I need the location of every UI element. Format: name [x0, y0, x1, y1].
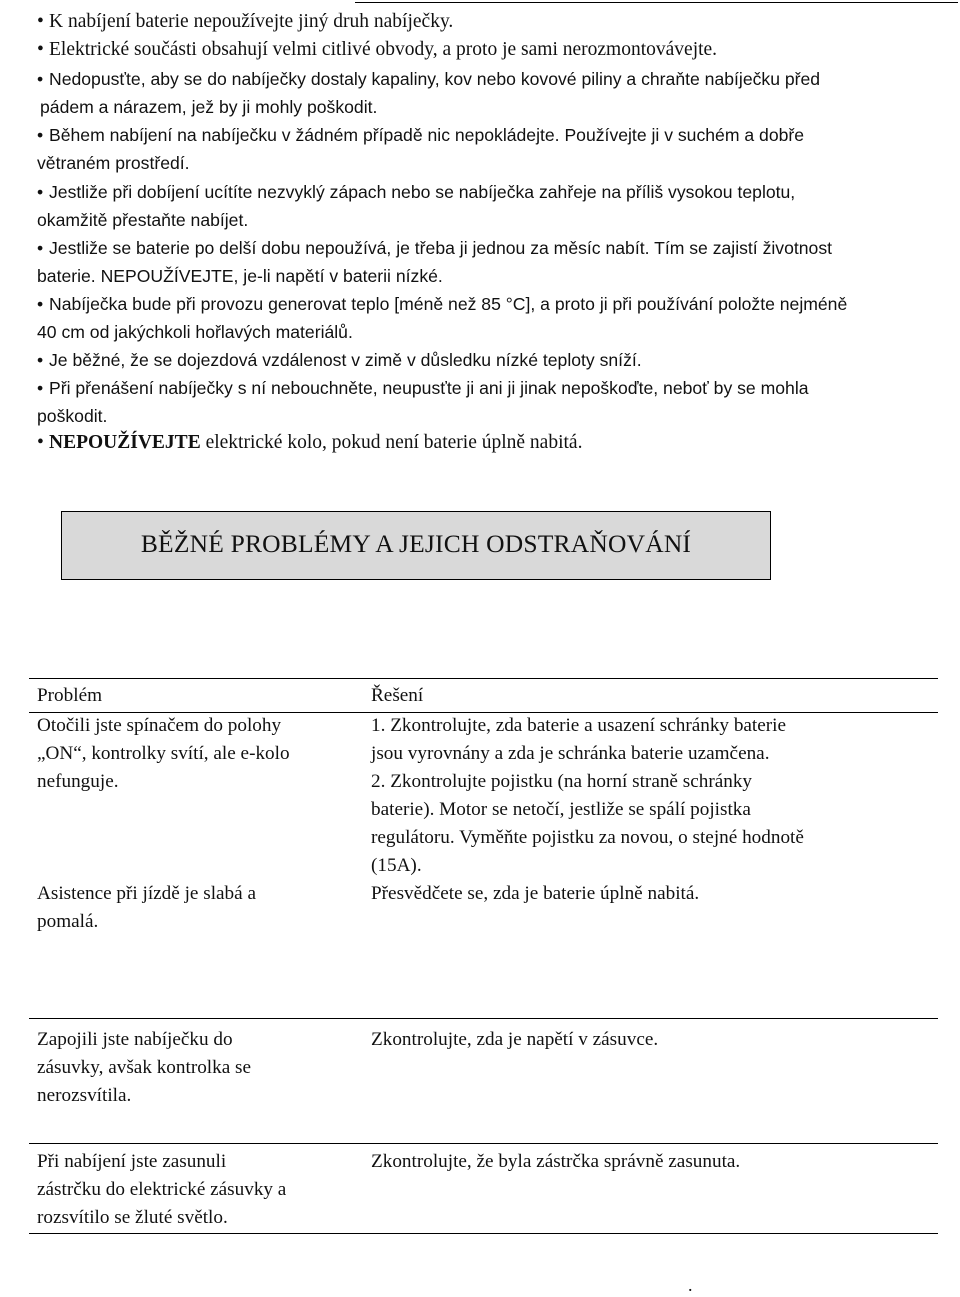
bullet-dot: •: [37, 350, 44, 370]
bullet-item: • Je běžné, že se dojezdová vzdálenost v zimě v důsledku nízké teploty sníží.: [37, 346, 952, 374]
table-rule: [29, 1143, 938, 1144]
bullet-item: • Nabíječka bude při provozu generovat teplo [méně než 85 °C], a proto ji při používání položte nejméně 40 cm od jakýchkoli hořlavých materiálů.: [37, 290, 952, 346]
table-row-solution: 1. Zkontrolujte, zda baterie a usazení schránky baterie jsou vyrovnány a zda je schránka baterie uzamčena. 2. Zkontrolujte pojistku (na horní straně schránky baterie). Motor se netočí, jestliže se spálí pojistka regulátoru. Vyměňte pojistku za novou, o stejné hodnotě (15A).: [371, 715, 804, 876]
footer-mark: .: [688, 1275, 693, 1295]
header-solution: Řešení: [371, 685, 424, 706]
table-row-solution: Přesvědčete se, zda je baterie úplně nabitá.: [371, 883, 700, 904]
table-row-solution: Zkontrolujte, že byla zástrčka správně zasunuta.: [371, 1151, 741, 1172]
table-row-problem: Otočili jste spínačem do polohy „ON“, kontrolky svítí, ale e-kolo nefunguje.: [37, 715, 290, 792]
bullet-dot: •: [37, 11, 44, 32]
bullet-dot: •: [37, 378, 44, 398]
bullet-item: • Během nabíjení na nabíječku v žádném případě nic nepokládejte. Používejte ji v suchém a dobře větraném prostředí.: [37, 121, 952, 177]
section-heading-box: [61, 511, 771, 580]
table-row-problem: Zapojili jste nabíječku do zásuvky, avšak kontrolka se nerozsvítila.: [37, 1029, 252, 1106]
troubleshooting-table: [29, 678, 938, 1234]
top-rule: [355, 2, 958, 3]
bullet-item: • Elektrické součásti obsahují velmi citlivé obvody, a proto je sami nerozmontovávejte.: [37, 36, 952, 64]
bullet-item: • Jestliže se baterie po delší dobu nepoužívá, je třeba ji jednou za měsíc nabít. Tím se zajistí životnost baterie. NEPOUŽÍVEJTE, je-li napětí v baterii nízké.: [37, 234, 952, 290]
table-rule: [29, 1233, 938, 1234]
table-rule: [29, 1018, 938, 1019]
bullet-dot: •: [37, 182, 44, 202]
bullet-item: • Jestliže při dobíjení ucítíte nezvyklý zápach nebo se nabíječka zahřeje na příliš vysokou teplotu, okamžitě přestaňte nabíjet.: [37, 178, 952, 234]
bullet-dot: •: [37, 69, 44, 89]
bullet-item: • K nabíjení baterie nepoužívejte jiný druh nabíječky.: [37, 8, 952, 36]
bullet-dot: •: [37, 294, 44, 314]
bullet-dot: •: [37, 39, 44, 60]
bullet-item: • Nedopusťte, aby se do nabíječky dostaly kapaliny, kov nebo kovové piliny a chraňte nabíječku před pádem a nárazem, jež by ji mohly poškodit.: [37, 65, 952, 121]
table-rule: [29, 678, 938, 679]
bold-warning: NEPOUŽÍVEJTE: [49, 432, 201, 453]
bullet-item: • NEPOUŽÍVEJTE elektrické kolo, pokud není baterie úplně nabitá.: [37, 429, 952, 457]
section-heading: BĚŽNÉ PROBLÉMY A JEJICH ODSTRAŇOVÁNÍ: [140, 529, 692, 558]
table-row-problem: Při nabíjení jste zasunuli zástrčku do elektrické zásuvky a rozsvítilo se žluté světlo.: [37, 1151, 287, 1228]
table-row-solution: Zkontrolujte, zda je napětí v zásuvce.: [371, 1029, 659, 1050]
bullet-item: • Při přenášení nabíječky s ní nebouchněte, neupusťte ji ani ji jinak nepoškoďte, neboť by se mohla poškodit.: [37, 374, 952, 430]
table-row-problem: Asistence při jízdě je slabá a pomalá.: [37, 883, 256, 932]
header-problem: Problém: [37, 685, 103, 706]
bullet-dot: •: [37, 125, 44, 145]
bullet-dot: •: [37, 432, 44, 453]
bullet-dot: •: [37, 238, 44, 258]
